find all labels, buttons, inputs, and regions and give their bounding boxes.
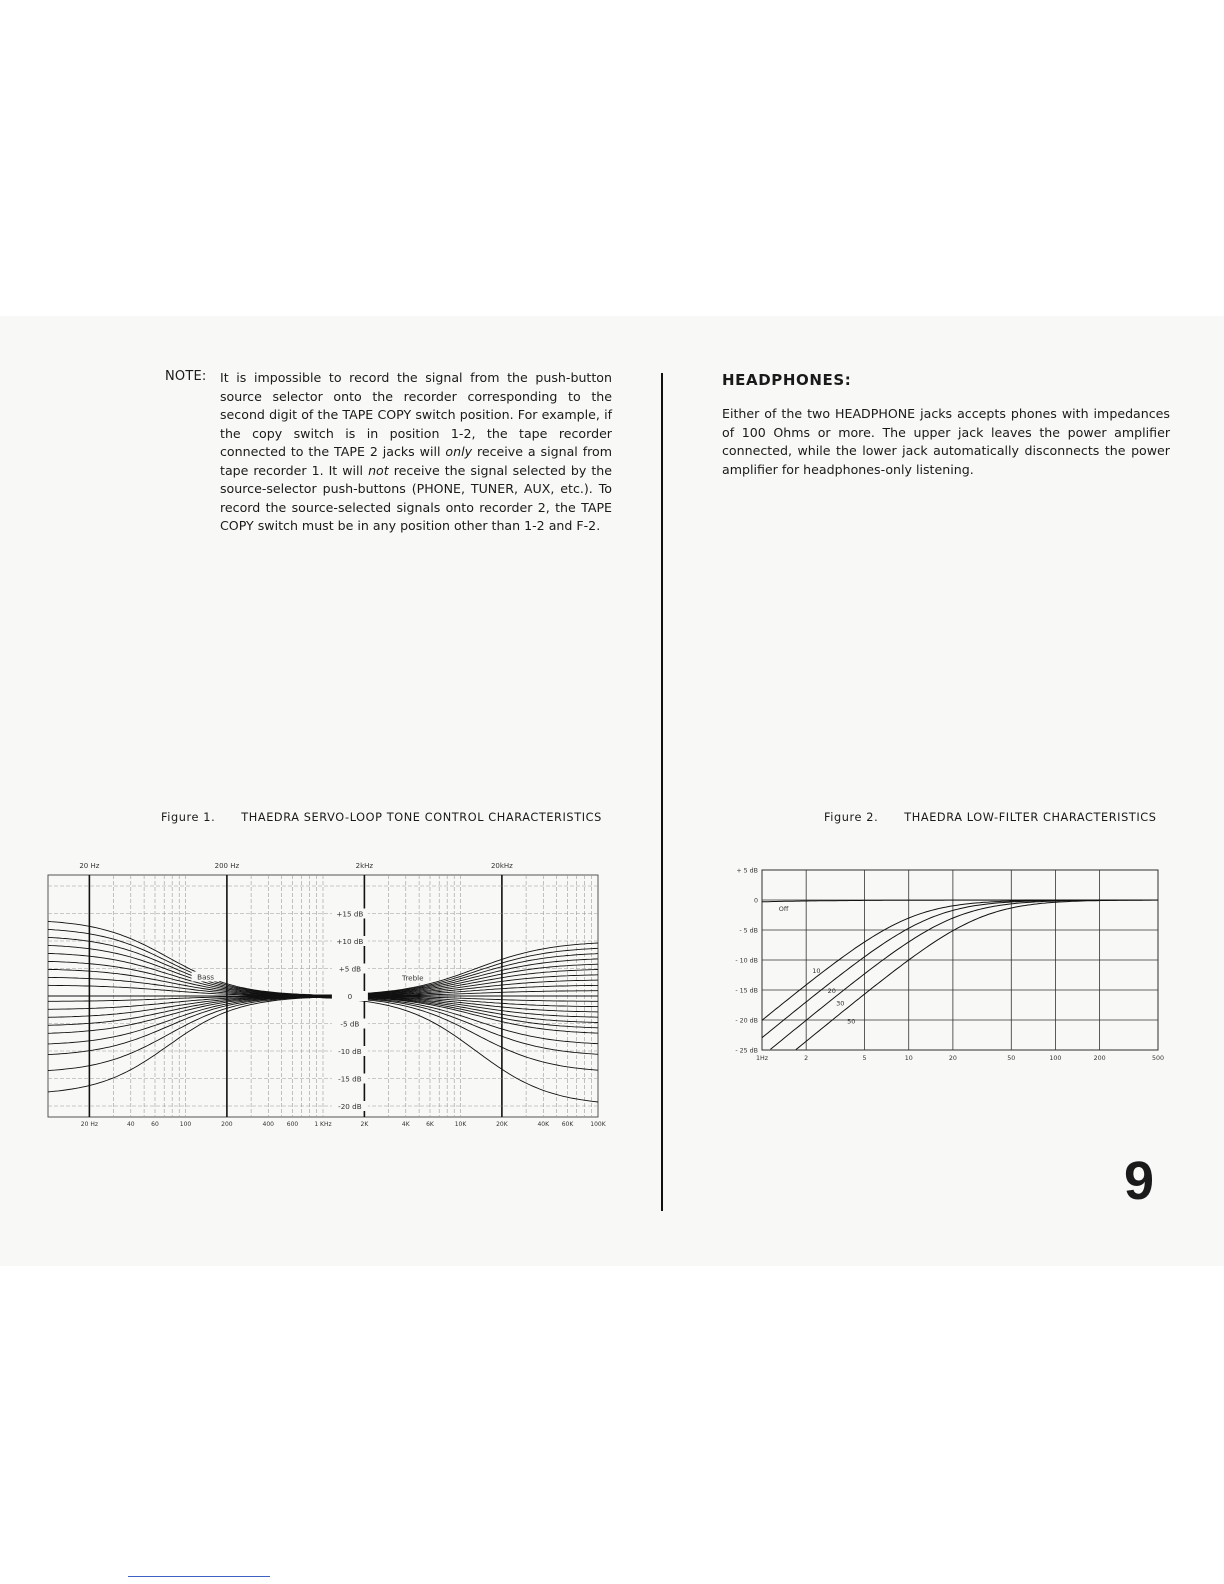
- chart2-y-tick-label: - 5 dB: [739, 927, 758, 935]
- headphones-heading: HEADPHONES:: [722, 371, 852, 389]
- chart2-y-tick-label: 0: [753, 897, 758, 905]
- chart2-x-tick-label: 500: [1151, 1055, 1165, 1062]
- figure1-number: Figure 1.: [161, 811, 216, 824]
- chart1-y-tick-label: +15 dB: [336, 909, 364, 919]
- chart1-annotation: Bass: [197, 972, 215, 982]
- figure1-title: THAEDRA SERVO-LOOP TONE CONTROL CHARACTERISTICS: [241, 811, 602, 824]
- footnote-rule: [128, 1576, 270, 1577]
- chart1-bottom-tick-label: 60: [151, 1121, 159, 1128]
- chart2-series-label: 30: [836, 999, 845, 1008]
- chart1-bottom-tick-label: 200: [221, 1121, 233, 1128]
- chart1-bottom-tick-label: 100: [179, 1121, 192, 1128]
- chart2-series-label: 50: [847, 1017, 856, 1026]
- figure1-caption: [161, 811, 602, 824]
- chart1-bottom-tick-label: 40: [126, 1121, 135, 1128]
- chart1-bottom-tick-label: 600: [286, 1121, 299, 1128]
- note-text-part2: receive a signal from tape recorder 1. It will: [220, 444, 613, 478]
- page-number: 9: [1124, 1151, 1155, 1211]
- chart2-y-tick-label: - 20 dB: [735, 1017, 758, 1025]
- note-label: NOTE:: [165, 369, 207, 384]
- low-filter-chart: [728, 865, 1188, 1075]
- chart1-top-tick-label: 20kHz: [490, 862, 513, 870]
- column-divider: [661, 373, 663, 1211]
- chart1-y-tick-label: -5 dB: [340, 1019, 360, 1029]
- chart1-bottom-tick-label: 100K: [590, 1121, 606, 1128]
- chart2-y-tick-label: - 15 dB: [735, 987, 758, 995]
- note-emphasis-not: not: [368, 462, 389, 478]
- figure2-number: Figure 2.: [824, 811, 879, 824]
- chart1-bottom-tick-label: 4K: [401, 1121, 410, 1128]
- note-text-part3: receive the signal selected by the source-selector push-buttons (PHONE, TUNER, AUX, etc.). To record the source-selected signals onto recorder 2, the TAPE COPY switch must be in any position other than 1-2 and F-2.: [220, 462, 612, 533]
- chart2-y-tick-label: + 5 dB: [736, 867, 758, 875]
- chart1-bottom-tick-label: 20 Hz: [80, 1121, 98, 1128]
- chart2-x-tick-label: 50: [1007, 1055, 1016, 1062]
- chart2-x-tick-label: 10: [904, 1055, 913, 1062]
- chart1-bottom-tick-label: 60K: [561, 1121, 574, 1128]
- chart1-bottom-tick-label: 1 KHz: [314, 1121, 332, 1128]
- chart1-y-tick-label: +5 dB: [338, 964, 362, 974]
- chart1-y-tick-label: 0: [347, 992, 353, 1001]
- chart2-series-20: [762, 900, 1158, 1038]
- chart2-x-tick-label: 20: [948, 1055, 957, 1062]
- chart1-top-tick-label: 200 Hz: [214, 862, 240, 870]
- chart2-x-tick-label: 5: [862, 1055, 867, 1062]
- chart2-y-tick-label: - 10 dB: [735, 957, 758, 965]
- chart2-series-50: [796, 900, 1158, 1050]
- headphones-paragraph: Either of the two HEADPHONE jacks accepts phones with impedances of 100 Ohms or more. The upper jack leaves the power amplifier connected, while the lower jack automatically disconnects the power amplifier for headphones-only listening.: [722, 406, 1170, 477]
- chart1-y-tick-label: -10 dB: [338, 1047, 362, 1056]
- chart2-x-tick-label: 2: [804, 1055, 809, 1062]
- chart1-y-tick-label: +10 dB: [336, 937, 364, 946]
- figure2-caption: [824, 811, 1157, 824]
- chart1-bottom-tick-label: 2K: [360, 1121, 369, 1128]
- chart1-bottom-tick-label: 400: [262, 1121, 275, 1128]
- chart1-annotation: Treble: [402, 973, 424, 983]
- figure2-title: THAEDRA LOW-FILTER CHARACTERISTICS: [904, 811, 1157, 824]
- chart1-bottom-tick-label: 20K: [496, 1121, 508, 1128]
- chart2-series-label: 10: [812, 967, 821, 976]
- chart1-y-tick-label: -15 dB: [338, 1074, 362, 1084]
- tone-control-chart: [40, 855, 620, 1145]
- chart1-top-tick-label: 20 Hz: [79, 862, 100, 870]
- chart2-y-tick-label: - 25 dB: [735, 1047, 758, 1055]
- chart1-bass-curve-3: [48, 945, 598, 996]
- note-emphasis-only: only: [445, 444, 473, 459]
- chart2-x-tick-label: 200: [1093, 1055, 1106, 1062]
- chart2-x-tick-label: 100: [1049, 1055, 1062, 1062]
- chart1-bottom-tick-label: 40K: [537, 1121, 550, 1128]
- chart1-bottom-tick-label: 6K: [426, 1121, 434, 1128]
- chart1-y-tick-label: -20 dB: [338, 1102, 362, 1111]
- chart2-x-tick-label: 1Hz: [755, 1055, 769, 1062]
- chart1-bottom-tick-label: 10K: [454, 1121, 467, 1128]
- chart2-series-label: 20: [827, 987, 836, 995]
- note-text-part1: It is impossible to record the signal from the push-button source selector onto the recorder corresponding to the second digit of the TAPE COPY switch position. For example, if the copy switch is in position 1-2, the tape recorder connected to the TAPE 2 jacks will: [220, 370, 612, 459]
- chart1-top-tick-label: 2kHz: [355, 862, 374, 870]
- chart2-series-label: Off: [778, 904, 789, 913]
- note-paragraph: [220, 369, 612, 536]
